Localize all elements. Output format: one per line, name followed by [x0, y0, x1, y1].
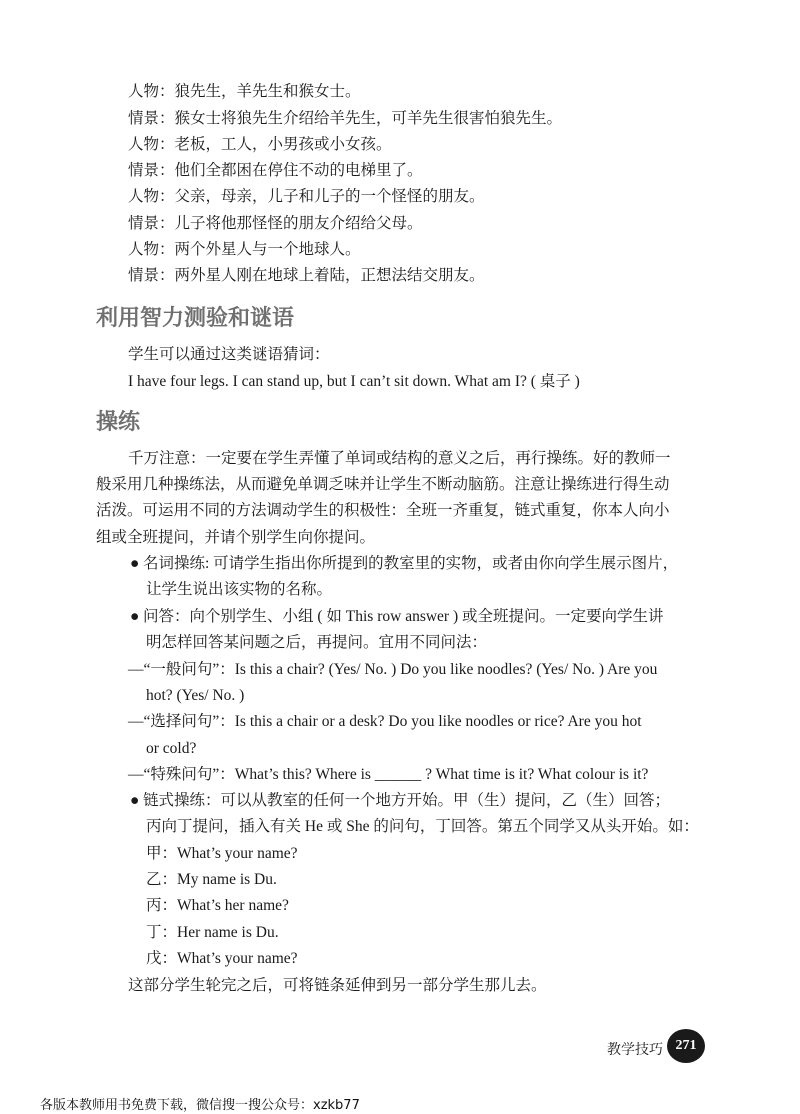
footer-section-label: 教学技巧 — [607, 1043, 663, 1058]
page-number-badge: 271 — [667, 1029, 705, 1063]
bullet-item-continuation: 丙向丁提问，插入有关 He 或 She 的问句，丁回答。第五个同学又从头开始。如： — [146, 818, 699, 835]
scene-line-3: 情景：儿子将他那怪怪的朋友介绍给父母。 — [128, 215, 423, 232]
bullet-item-continuation: 明怎样回答某问题之后，再提问。宜用不同问法： — [146, 634, 488, 651]
download-notice: 各版本教师用书免费下载，微信搜一搜公众号：xzkb77 — [40, 1098, 360, 1113]
riddle-intro: 学生可以通过这类谜语猜词： — [128, 346, 330, 363]
section-heading-riddles: 利用智力测验和谜语 — [96, 306, 295, 331]
chain-example-line: 丙：What’s her name? — [146, 897, 289, 914]
chain-example-line: 乙：My name is Du. — [146, 871, 277, 888]
role-line-1: 人物：狼先生，羊先生和猴女士。 — [128, 83, 361, 100]
scene-line-4: 情景：两外星人刚在地球上着陆，正想法结交朋友。 — [128, 267, 485, 284]
chain-example-line: 甲：What’s your name? — [146, 845, 298, 862]
bullet-icon: ● — [130, 792, 140, 809]
chain-example-line: 丁：Her name is Du. — [146, 924, 279, 941]
bullet-icon: ● — [130, 555, 140, 572]
paragraph-line: 组或全班提问，并请个别学生向你提问。 — [96, 529, 376, 546]
dash-item-continuation: hot? (Yes/ No. ) — [146, 687, 245, 704]
section-heading-drills: 操练 — [96, 410, 141, 435]
paragraph-line: 千万注意：一定要在学生弄懂了单词或结构的意义之后，再行操练。好的教师一 — [128, 450, 671, 467]
bullet-icon: ● — [130, 608, 140, 625]
bullet-item-noun-drill: ● 名词操练: 可请学生指出你所提到的教室里的实物，或者由你向学生展示图片， — [130, 553, 678, 575]
dash-item-choice-question: —“选择问句”：Is this a chair or a desk? Do you like noodles or rice? Are you hot — [128, 713, 642, 730]
paragraph-line: 般采用几种操练法，从而避免单调乏味并让学生不断动脑筋。注意让操练进行得生动 — [96, 476, 670, 493]
bullet-item-continuation: 让学生说出该实物的名称。 — [146, 581, 333, 598]
role-line-4: 人物：两个外星人与一个地球人。 — [128, 241, 361, 258]
role-line-3: 人物：父亲，母亲，儿子和儿子的一个怪怪的朋友。 — [128, 188, 485, 205]
paragraph-line: 活泼。可运用不同的方法调动学生的积极性：全班一齐重复，链式重复，你本人向小 — [96, 502, 670, 519]
closing-line: 这部分学生轮完之后，可将链条延伸到另一部分学生那儿去。 — [128, 977, 547, 994]
scene-line-1: 情景：猴女士将狼先生介绍给羊先生，可羊先生很害怕狼先生。 — [128, 110, 563, 127]
dash-item-general-question: —“一般问句”：Is this a chair? (Yes/ No. ) Do you like noodles? (Yes/ No. ) Are you — [128, 661, 658, 678]
role-line-2: 人物：老板，工人，小男孩或小女孩。 — [128, 136, 392, 153]
dash-item-continuation: or cold? — [146, 740, 197, 757]
bullet-item-qa: ● 问答：向个别学生、小组 ( 如 This row answer ) 或全班提问。一定要向学生讲 — [130, 606, 664, 628]
riddle-text: I have four legs. I can stand up, but I can’t sit down. What am I? ( 桌子 ) — [128, 373, 580, 390]
scene-line-2: 情景：他们全都困在停住不动的电梯里了。 — [128, 162, 423, 179]
dash-item-special-question: —“特殊问句”：What’s this? Where is ______ ? What time is it? What colour is it? — [128, 766, 649, 783]
chain-example-line: 戊：What’s your name? — [146, 950, 298, 967]
bullet-item-chain-drill: ● 链式操练：可以从教室的任何一个地方开始。甲（生）提问，乙（生）回答； — [130, 790, 670, 812]
